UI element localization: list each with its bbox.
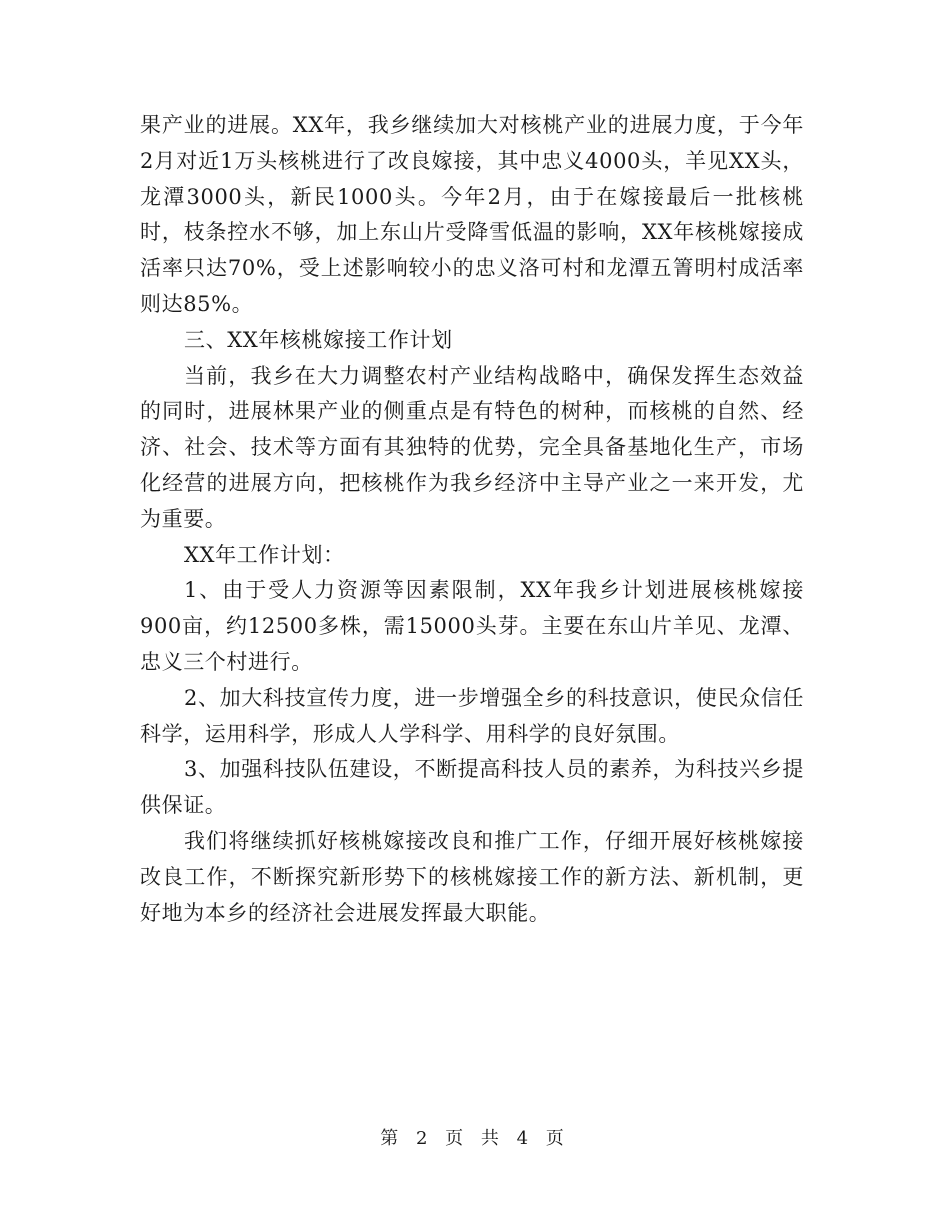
- section-heading-plan: 三、XX年核桃嫁接工作计划: [184, 327, 453, 352]
- list-item-plan-3: 3、加强科技队伍建设，不断提高科技人员的素养，为科技兴乡提供保证。: [140, 757, 804, 818]
- paragraph-work-plan-title: XX年工作计划：: [184, 542, 345, 567]
- paragraph-conclusion: 我们将继续抓好核桃嫁接改良和推广工作，仔细开展好核桃嫁接改良工作，不断探究新形势下的核桃嫁接工作的新方法、新机制，更好地为本乡的经济社会进展发挥最大职能。: [140, 828, 804, 925]
- list-item-plan-2: 2、加大科技宣传力度，进一步增强全乡的科技意识，使民众信任科学，运用科学，形成人人学科学、用科学的良好氛围。: [140, 685, 804, 746]
- paragraph-progress-report: 果产业的进展。XX年，我乡继续加大对核桃产业的进展力度，于今年2月对近1万头核桃进行了改良嫁接，其中忠义4000头，羊见XX头，龙潭3000头，新民1000头。今年2月，由于在嫁接最后一批核桃时，枝条控水不够，加上东山片受降雪低温的影响，XX年核桃嫁接成活率只达70%，受上述影响较小的忠义洛可村和龙潭五箐明村成活率则达85%。: [140, 113, 804, 316]
- paragraph-current-situation: 当前，我乡在大力调整农村产业结构战略中，确保发挥生态效益的同时，进展林果产业的侧重点是有特色的树种，而核桃的自然、经济、社会、技术等方面有其独特的优势，完全具备基地化生产，市场化经营的进展方向，把核桃作为我乡经济中主导产业之一来开发，尤为重要。: [140, 363, 804, 531]
- document-body: [140, 108, 804, 931]
- page-number-footer: 第 2 页 共 4 页: [380, 1128, 570, 1149]
- list-item-plan-1: 1、由于受人力资源等因素限制，XX年我乡计划进展核桃嫁接900亩，约12500多株，需15000头芽。主要在东山片羊见、龙潭、忠义三个村进行。: [140, 578, 804, 674]
